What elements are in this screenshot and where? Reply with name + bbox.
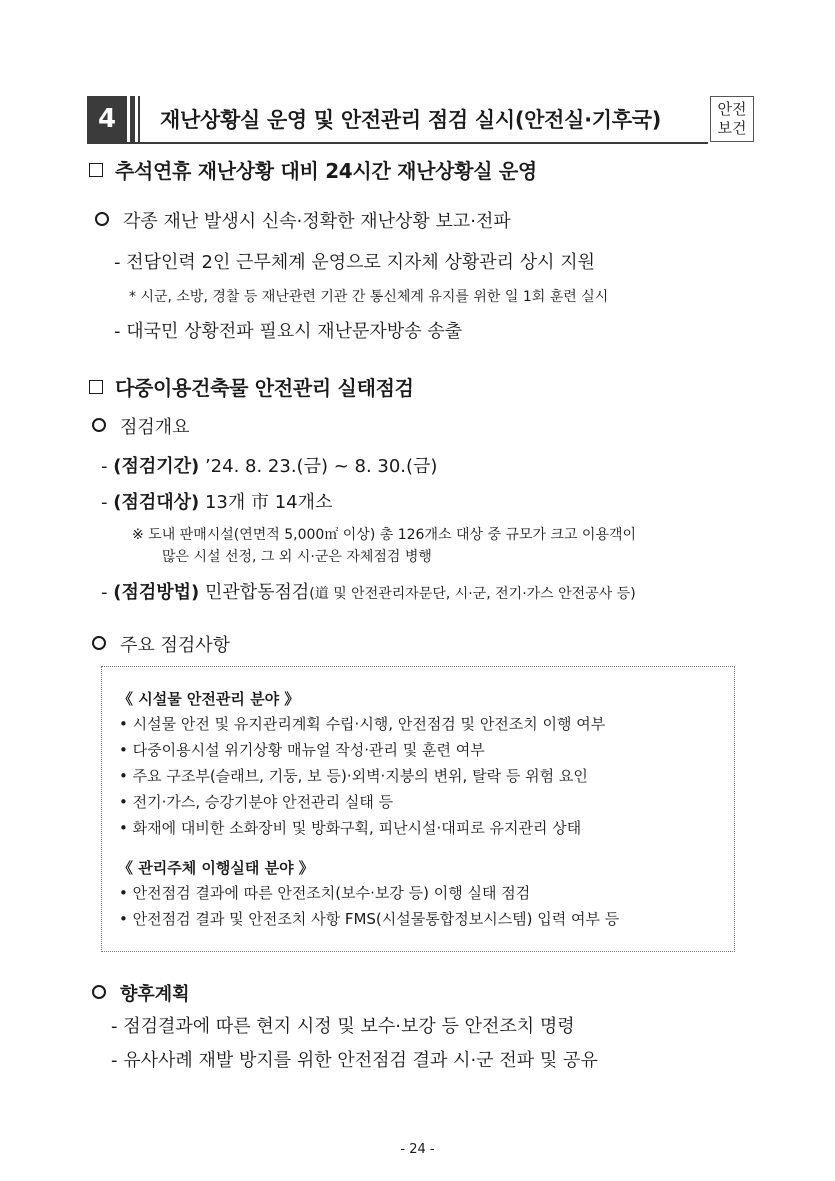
- section1-dash1: - 전담인력 2인 근무체계 운영으로 지자체 상황관리 상시 지원: [114, 252, 596, 273]
- target-note-line1: ※ 도내 판매시설(연면적 5,000㎡ 이상) 총 126개소 대상 중 규모가 크고 이용객이: [132, 527, 637, 543]
- section1-circle-item: [95, 207, 511, 233]
- method-detail: (道 및 안전관리자문단, 시·군, 전기·가스 안전공사 등): [309, 586, 636, 602]
- circle-bullet-icon: [92, 985, 106, 999]
- square-bullet-icon: [89, 380, 103, 394]
- section1-title: 추석연휴 재난상황 대비 24시간 재난상황실 운영: [115, 159, 537, 183]
- target-note-line2: 많은 시설 선정, 그 외 시·군은 자체점검 병행: [162, 549, 432, 565]
- group1-item: • 전기·가스, 승강기분야 안전관리 실태 등: [119, 793, 394, 811]
- department-line1: 안전: [717, 100, 747, 118]
- plan-dash1: - 점검결과에 따른 현지 시정 및 보수·보강 등 안전조치 명령: [111, 1016, 575, 1037]
- department-box: [710, 96, 754, 142]
- method-value: 민관합동점검: [199, 582, 310, 603]
- section1-heading: [89, 155, 537, 184]
- target-label: (점검대상): [113, 492, 200, 513]
- header-title: 재난상황실 운영 및 안전관리 점검 실시(안전실·기후국): [160, 108, 662, 132]
- plan-heading: [92, 980, 190, 1006]
- group2-item: • 안전점검 결과에 따른 안전조치(보수·보강 등) 이행 실태 점검: [119, 884, 531, 902]
- header-underline: [87, 142, 708, 144]
- method-label: (점검방법): [113, 582, 200, 603]
- circle-bullet-icon: [95, 212, 109, 226]
- overview-heading: [92, 413, 190, 439]
- circle-bullet-icon: [92, 418, 106, 432]
- section-number-badge: [87, 96, 127, 142]
- header-bar-thick: [130, 96, 135, 142]
- section1-note: * 시군, 소방, 경찰 등 재난관련 기관 간 통신체계 유지를 위한 일 1회 훈련 실시: [129, 289, 609, 305]
- plan-dash2: - 유사사례 재발 방지를 위한 안전점검 결과 시·군 전파 및 공유: [111, 1050, 598, 1071]
- period-label: (점검기간): [113, 456, 200, 477]
- plan-title: 향후계획: [120, 984, 190, 1005]
- period-line: - (점검기간) ’24. 8. 23.(금) ~ 8. 30.(금): [101, 456, 438, 477]
- period-value: ’24. 8. 23.(금) ~ 8. 30.(금): [199, 456, 438, 477]
- section1-dash2: - 대국민 상황전파 필요시 재난문자방송 송출: [114, 321, 463, 342]
- items-heading: [92, 631, 230, 657]
- items-title: 주요 점검사항: [120, 635, 231, 656]
- section2-heading: [89, 372, 414, 401]
- page-number: - 24 -: [400, 1142, 435, 1157]
- section1-circle-text: 각종 재난 발생시 신속·정확한 재난상황 보고·전파: [123, 211, 511, 232]
- group2-title: 《 관리주체 이행실태 분야 》: [118, 859, 314, 877]
- group1-item: • 주요 구조부(슬래브, 기둥, 보 등)·외벽·지붕의 변위, 탈락 등 위험 요인: [119, 767, 588, 785]
- square-bullet-icon: [89, 163, 103, 177]
- group1-item: • 화재에 대비한 소화장비 및 방화구획, 피난시설·대피로 유지관리 상태: [119, 819, 582, 837]
- group1-title: 《 시설물 안전관리 분야 》: [118, 690, 300, 708]
- header-bar-thin: [138, 96, 140, 142]
- method-line: - (점검방법) 민관합동점검(道 및 안전관리자문단, 시·군, 전기·가스 안전공사 등): [101, 582, 636, 603]
- group1-item: • 다중이용시설 위기상황 매뉴얼 작성·관리 및 훈련 여부: [119, 741, 485, 759]
- group2-item: • 안전점검 결과 및 안전조치 사항 FMS(시설물통합정보시스템) 입력 여부 등: [119, 910, 620, 928]
- department-line2: 보건: [717, 119, 747, 137]
- overview-title: 점검개요: [120, 417, 190, 438]
- circle-bullet-icon: [92, 636, 106, 650]
- section2-title: 다중이용건축물 안전관리 실태점검: [115, 376, 414, 400]
- target-line: - (점검대상) 13개 市 14개소: [101, 492, 333, 513]
- target-value: 13개 市 14개소: [199, 492, 333, 513]
- group1-item: • 시설물 안전 및 유지관리계획 수립·시행, 안전점검 및 안전조치 이행 여부: [119, 715, 606, 733]
- section-number: 4: [97, 104, 117, 134]
